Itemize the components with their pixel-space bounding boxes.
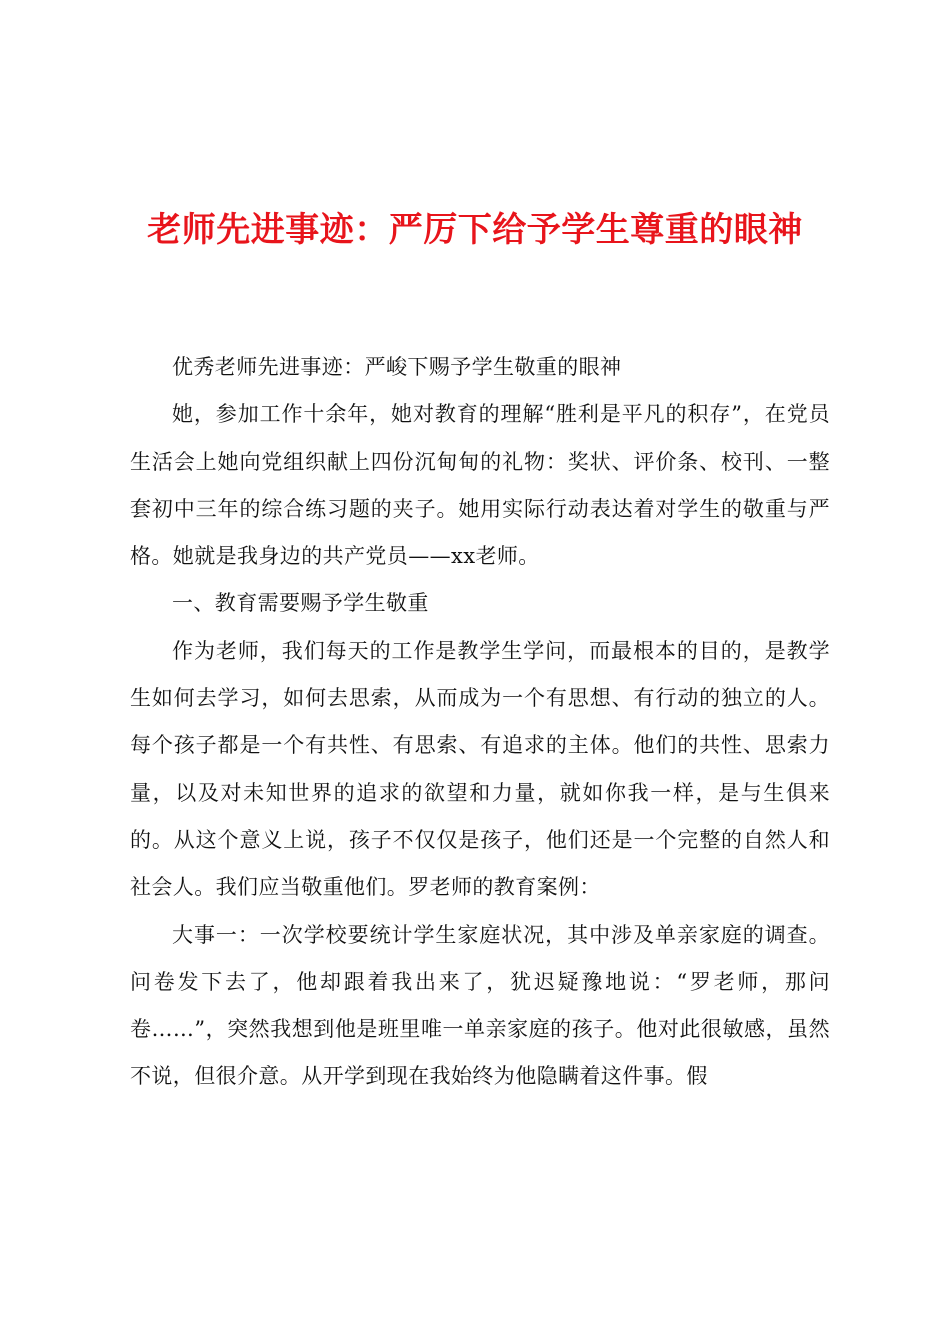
paragraph-case-1: 大事一：一次学校要统计学生家庭状况，其中涉及单亲家庭的调查。问卷发下去了，他却跟着我出来了，犹迟疑豫地说：“罗老师，那问卷……”，突然我想到他是班里唯一单亲家庭的孩子。他对此很敏感，虽然不说，但很介意。从开学到现在我始终为他隐瞒着这件事。假: [130, 922, 830, 1089]
paragraph-intro: 她，参加工作十余年，她对教育的理解“胜利是平凡的积存”，在党员生活会上她向党组织献上四份沉甸甸的礼物：奖状、评价条、校刊、一整套初中三年的综合练习题的夹子。她用实际行动表达着对学生的敬重与严格。她就是我身边的共产党员——xx老师。: [130, 402, 830, 569]
document-body: [130, 344, 830, 1101]
document-title: 老师先进事迹：严厉下给予学生尊重的眼神: [147, 210, 803, 250]
paragraph-section-1: 作为老师，我们每天的工作是教学生学问，而最根本的目的，是教学生如何去学习，如何去思索，从而成为一个有思想、有行动的独立的人。每个孩子都是一个有共性、有思索、有追求的主体。他们的共性、思索力量，以及对未知世界的追求的欲望和力量，就如你我一样，是与生俱来的。从这个意义上说，孩子不仅仅是孩子，他们还是一个完整的自然人和社会人。我们应当敬重他们。罗老师的教育案例：: [130, 638, 830, 900]
section-heading-1: 一、教育需要赐予学生敬重: [172, 591, 429, 616]
paragraph-subtitle: 优秀老师先进事迹：严峻下赐予学生敬重的眼神: [172, 355, 622, 379]
